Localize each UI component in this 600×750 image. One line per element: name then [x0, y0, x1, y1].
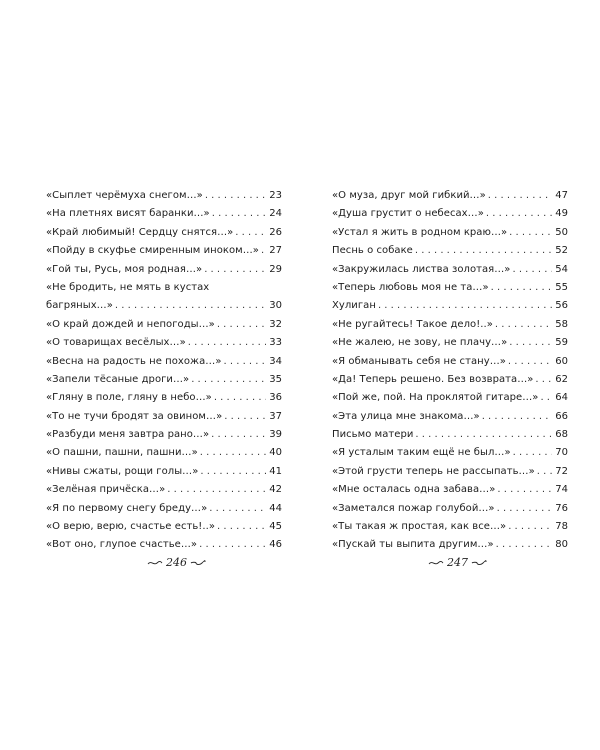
- toc-entry: [46, 463, 282, 481]
- toc-entry: [332, 205, 568, 223]
- dot-leader: [509, 224, 552, 242]
- dot-leader: [495, 316, 552, 334]
- toc-entry-page-number: 47: [555, 189, 568, 201]
- toc-entry: [46, 389, 282, 407]
- toc-entry-page-number: 56: [555, 300, 568, 312]
- toc-entry-title: «Мне осталась одна забава…»: [332, 484, 496, 496]
- toc-entry-title: «Пой же, пой. На проклятой гитаре…»: [332, 392, 539, 404]
- toc-entry-page-number: 45: [269, 521, 282, 533]
- dot-leader: [200, 444, 266, 462]
- dot-leader: [224, 408, 266, 426]
- dot-leader: [205, 187, 266, 205]
- toc-entry-title: Песнь о собаке: [332, 245, 413, 257]
- toc-entry-title: Письмо матери: [332, 429, 414, 441]
- toc-entry-title: «Заметался пожар голубой…»: [332, 502, 495, 514]
- toc-entry: [46, 261, 282, 279]
- dot-leader: [497, 500, 552, 518]
- dot-leader: [212, 205, 266, 223]
- toc-entry-page-number: 33: [269, 337, 282, 349]
- toc-entry-page-number: 55: [555, 281, 568, 293]
- toc-entry: [46, 353, 282, 371]
- toc-entry-title: «Не жалею, не зову, не плачу…»: [332, 337, 508, 349]
- left-page-folio: [147, 556, 206, 569]
- toc-entry: [332, 334, 568, 352]
- toc-entry-page-number: 80: [555, 539, 568, 551]
- dot-leader: [488, 187, 552, 205]
- toc-entry-page-number: 27: [269, 245, 282, 257]
- toc-entry-title: «Этой грусти теперь не рассыпать…»: [332, 465, 535, 477]
- toc-entry: [46, 444, 282, 462]
- toc-entry-title: «О муза, друг мой гибкий…»: [332, 189, 486, 201]
- toc-entry-page-number: 54: [555, 263, 568, 275]
- dot-leader: [496, 536, 552, 554]
- dot-leader: [540, 389, 552, 407]
- toc-entry: [46, 371, 282, 389]
- toc-entry-page-number: 46: [269, 539, 282, 551]
- dot-leader: [188, 334, 266, 352]
- swash-ornament-icon: [471, 559, 487, 567]
- toc-entry-page-number: 60: [555, 355, 568, 367]
- toc-entry-title: «Запели тёсаные дроги…»: [46, 373, 190, 385]
- toc-entry-page-number: 32: [269, 318, 282, 330]
- toc-entry-page-number: 42: [269, 484, 282, 496]
- toc-entry-page-number: 44: [269, 502, 282, 514]
- toc-entry-title: «Не бродить, не мять в кустах: [46, 281, 210, 293]
- toc-entry-page-number: 68: [555, 429, 568, 441]
- toc-entry: [332, 481, 568, 499]
- toc-entry-title: «Вот оно, глупое счастье…»: [46, 539, 198, 551]
- toc-entry-page-number: 49: [555, 208, 568, 220]
- dot-leader: [415, 426, 552, 444]
- toc-entry-page-number: 39: [269, 429, 282, 441]
- dot-leader: [513, 444, 552, 462]
- toc-entry-page-number: 70: [555, 447, 568, 459]
- right-page-toc: [332, 187, 568, 555]
- dot-leader: [224, 353, 267, 371]
- left-page-toc: [46, 187, 282, 555]
- toc-entry-page-number: 66: [555, 410, 568, 422]
- dot-leader: [497, 481, 552, 499]
- toc-entry-title: «Гляну в поле, гляну в небо…»: [46, 392, 212, 404]
- toc-entry: [332, 224, 568, 242]
- toc-entry-title: «То не тучи бродят за овином…»: [46, 410, 223, 422]
- swash-ornament-icon: [190, 559, 206, 567]
- toc-entry-page-number: 23: [269, 189, 282, 201]
- toc-entry: [332, 279, 568, 297]
- toc-entry: [46, 426, 282, 444]
- toc-entry-title: «Теперь любовь моя не та…»: [332, 281, 489, 293]
- toc-entry-title: «Устал я жить в родном краю…»: [332, 226, 508, 238]
- toc-entry-title: «Пойду в скуфье смиренным иноком…»: [46, 245, 259, 257]
- dot-leader: [214, 389, 266, 407]
- toc-entry-title: «Закружилась листва золотая…»: [332, 263, 511, 275]
- toc-entry-page-number: 50: [555, 226, 568, 238]
- toc-entry: [332, 500, 568, 518]
- toc-entry: [46, 408, 282, 426]
- dot-leader: [115, 297, 266, 315]
- toc-entry: [332, 353, 568, 371]
- toc-entry-page-number: 74: [555, 484, 568, 496]
- toc-entry-page-number: 58: [555, 318, 568, 330]
- toc-entry-title: «Край любимый! Сердцу снятся…»: [46, 226, 234, 238]
- toc-entry: [332, 297, 568, 315]
- toc-entry-page-number: 62: [555, 373, 568, 385]
- toc-entry-title: «Разбуди меня завтра рано…»: [46, 429, 210, 441]
- toc-entry: [46, 316, 282, 334]
- toc-entry-page-number: 59: [555, 337, 568, 349]
- toc-entry: [46, 536, 282, 554]
- toc-entry-title: «О верю, верю, счастье есть!..»: [46, 521, 215, 533]
- toc-entry-page-number: 64: [555, 392, 568, 404]
- toc-entry-page-number: 30: [269, 300, 282, 312]
- toc-entry: [46, 242, 282, 260]
- toc-entry-page-number: 34: [269, 355, 282, 367]
- toc-entry: [332, 187, 568, 205]
- dot-leader: [167, 481, 266, 499]
- toc-entry: [332, 389, 568, 407]
- toc-entry-title: «Я усталым таким ещё не был…»: [332, 447, 511, 459]
- left-folio-number: 246: [166, 556, 187, 569]
- toc-entry-page-number: 40: [269, 447, 282, 459]
- toc-entry: [332, 408, 568, 426]
- toc-entry-page-number: 36: [269, 392, 282, 404]
- toc-entry-title: «Душа грустит о небесах…»: [332, 208, 484, 220]
- dot-leader: [191, 371, 266, 389]
- toc-entry-page-number: 35: [269, 373, 282, 385]
- toc-entry-title: «Я обманывать себя не стану…»: [332, 355, 506, 367]
- toc-entry-title: «О товарищах весёлых…»: [46, 337, 186, 349]
- toc-entry-title: «Ты такая ж простая, как все…»: [332, 521, 507, 533]
- toc-entry-page-number: 37: [269, 410, 282, 422]
- swash-ornament-icon: [428, 559, 444, 567]
- dot-leader: [508, 353, 552, 371]
- toc-entry-title: Хулиган: [332, 300, 376, 312]
- toc-entry-title: «Зелёная причёска…»: [46, 484, 166, 496]
- toc-entry: [332, 316, 568, 334]
- toc-entry-title: «О край дождей и непогоды…»: [46, 318, 215, 330]
- toc-entry: [332, 371, 568, 389]
- toc-entry: [332, 536, 568, 554]
- toc-entry-title: «На плетнях висят баранки…»: [46, 208, 210, 220]
- toc-entry: [332, 261, 568, 279]
- dot-leader: [512, 261, 552, 279]
- toc-entry-title: «Эта улица мне знакома…»: [332, 410, 480, 422]
- toc-entry-page-number: 78: [555, 521, 568, 533]
- dot-leader: [508, 518, 552, 536]
- toc-entry: [332, 463, 568, 481]
- swash-ornament-icon: [147, 559, 163, 567]
- dot-leader: [217, 518, 266, 536]
- toc-entry: [46, 205, 282, 223]
- dot-leader: [491, 279, 552, 297]
- dot-leader: [200, 463, 266, 481]
- toc-entry-title: «Не ругайтесь! Такое дело!..»: [332, 318, 493, 330]
- dot-leader: [217, 316, 266, 334]
- toc-entry: [46, 187, 282, 205]
- toc-entry: [332, 444, 568, 462]
- toc-entry: [46, 224, 282, 242]
- dot-leader: [378, 297, 552, 315]
- toc-entry: [332, 242, 568, 260]
- toc-entry-title: «Сыплет черёмуха снегом…»: [46, 189, 203, 201]
- toc-entry: [46, 279, 282, 316]
- toc-entry: [46, 500, 282, 518]
- dot-leader: [509, 334, 552, 352]
- toc-entry-title: «Да! Теперь решено. Без возврата…»: [332, 373, 534, 385]
- dot-leader: [415, 242, 552, 260]
- toc-entry: [332, 518, 568, 536]
- toc-entry-page-number: 24: [269, 208, 282, 220]
- toc-entry-title-continued: багряных…»: [46, 300, 113, 312]
- dot-leader: [482, 408, 552, 426]
- right-folio-number: 247: [447, 556, 468, 569]
- dot-leader: [211, 426, 266, 444]
- toc-entry-title: «Нивы сжаты, рощи голы…»: [46, 465, 199, 477]
- toc-entry-page-number: 72: [555, 465, 568, 477]
- right-page-folio: [428, 556, 487, 569]
- dot-leader: [199, 536, 266, 554]
- toc-entry-page-number: 29: [269, 263, 282, 275]
- toc-entry: [46, 481, 282, 499]
- dot-leader: [261, 242, 266, 260]
- toc-entry: [332, 426, 568, 444]
- dot-leader: [204, 261, 266, 279]
- toc-entry-title: «Я по первому снегу бреду…»: [46, 502, 208, 514]
- dot-leader: [486, 205, 552, 223]
- dot-leader: [535, 371, 552, 389]
- toc-entry: [46, 518, 282, 536]
- toc-entry-title: «Весна на радость не похожа…»: [46, 355, 222, 367]
- toc-entry-title: «Пускай ты выпита другим…»: [332, 539, 494, 551]
- toc-entry-page-number: 26: [269, 226, 282, 238]
- dot-leader: [209, 500, 266, 518]
- toc-entry-page-number: 52: [555, 245, 568, 257]
- dot-leader: [235, 224, 266, 242]
- dot-leader: [537, 463, 552, 481]
- toc-entry-title: «Гой ты, Русь, моя родная…»: [46, 263, 203, 275]
- toc-entry-title: «О пашни, пашни, пашни…»: [46, 447, 198, 459]
- toc-entry-page-number: 76: [555, 502, 568, 514]
- toc-entry-page-number: 41: [269, 465, 282, 477]
- toc-entry: [46, 334, 282, 352]
